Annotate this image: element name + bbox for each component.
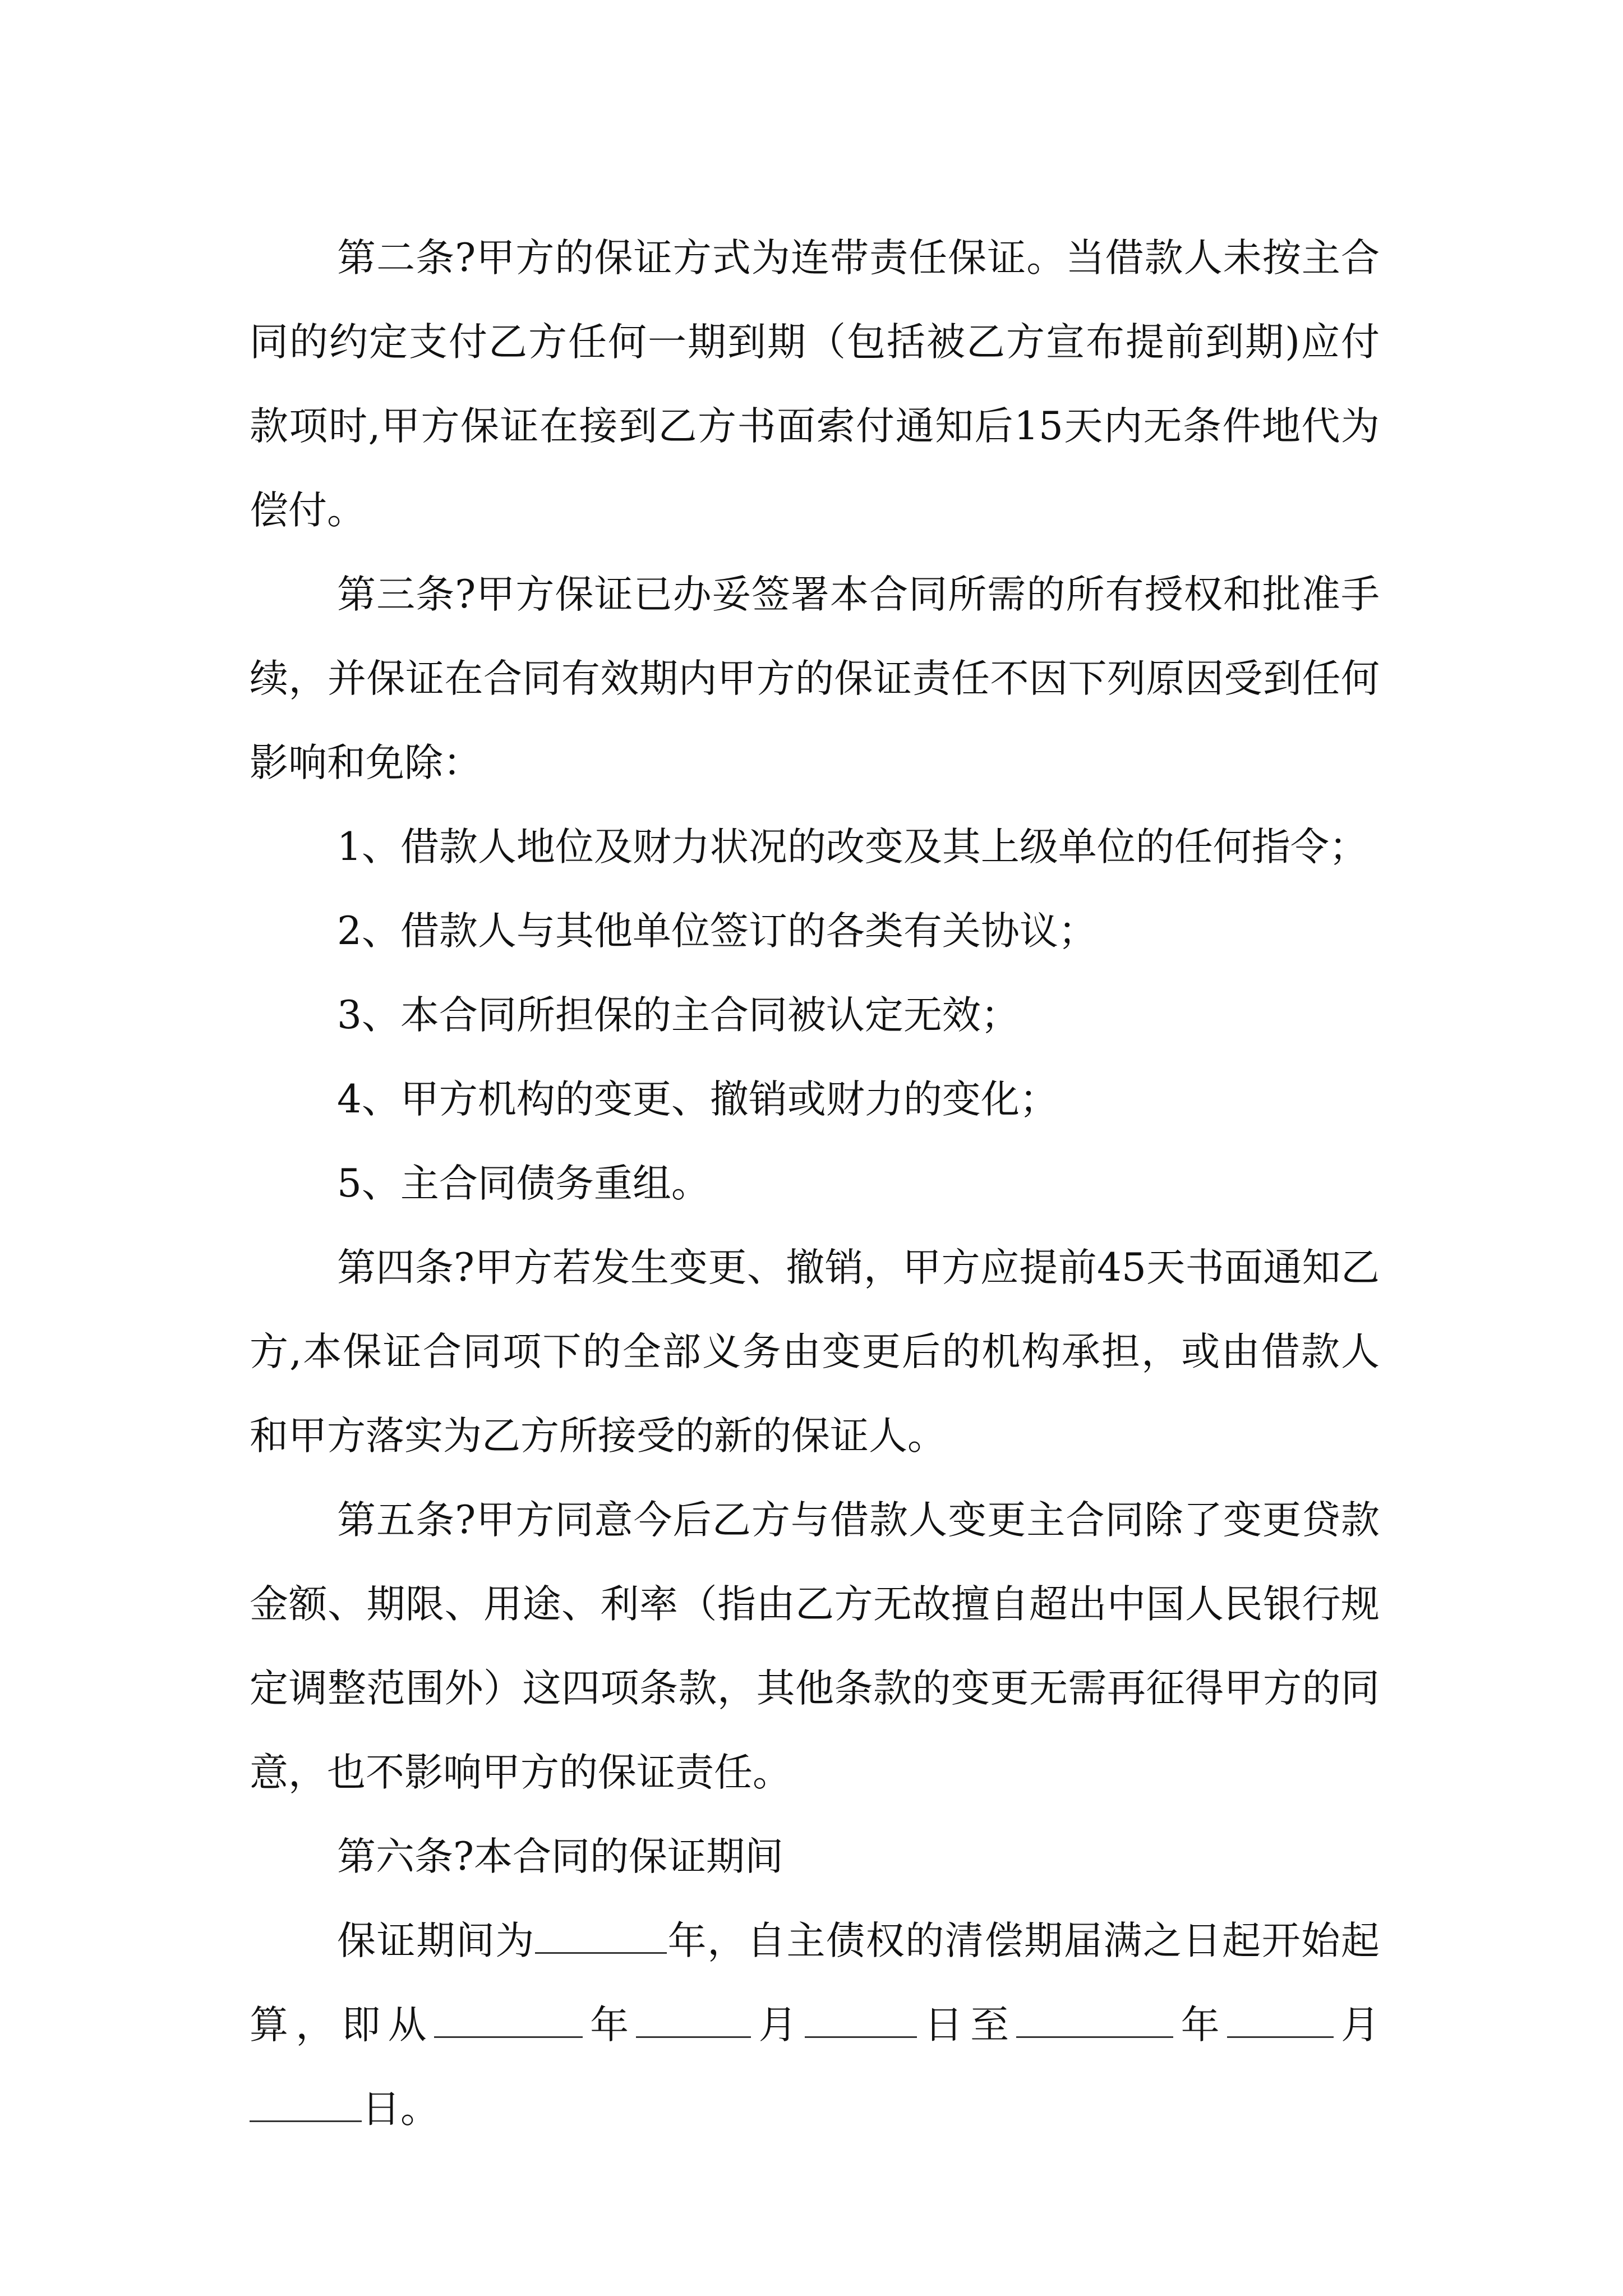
article-5-paragraph: 第五条?甲方同意今后乙方与借款人变更主合同除了变更贷款金额、期限、用途、利率（指由乙方无故擅自超出中国人民银行规定调整范围外）这四项条款，其他条款的变更无需再征得甲方的同意，也不影响甲方的保证责任。 bbox=[250, 1498, 1380, 1795]
guarantee-period-paragraph bbox=[250, 1899, 1380, 2151]
period-text-2: 年，自主债权的清偿期届满之日起开始起算，即从 bbox=[250, 1918, 1380, 2047]
period-text-3: 年 bbox=[582, 2003, 637, 2047]
article-2-paragraph: 第二条?甲方的保证方式为连带责任保证。当借款人未按主合同的约定支付乙方任何一期到期（包括被乙方宣布提前到期)应付款项时,甲方保证在接到乙方书面索付通知后15天内无条件地代为偿付。 bbox=[250, 236, 1380, 533]
years-blank[interactable] bbox=[535, 1917, 667, 1954]
start-month-blank[interactable] bbox=[636, 2001, 751, 2038]
document-body bbox=[250, 216, 1380, 2151]
end-day-blank[interactable] bbox=[250, 2086, 362, 2122]
article-3-paragraph: 第三条?甲方保证已办妥签署本合同所需的所有授权和批准手续，并保证在合同有效期内甲方的保证责任不因下列原因受到任何影响和免除： bbox=[250, 572, 1380, 785]
article-6-heading: 第六条?本合同的保证期间 bbox=[337, 1834, 783, 1879]
start-year-blank[interactable] bbox=[434, 2001, 583, 2038]
period-text-6: 年 bbox=[1173, 2003, 1227, 2047]
period-text-5: 日至 bbox=[916, 2003, 1017, 2047]
start-day-blank[interactable] bbox=[805, 2001, 917, 2038]
list-item-5: 5、主合同债务重组。 bbox=[337, 1161, 710, 1206]
period-text-1: 保证期间为 bbox=[337, 1918, 536, 1963]
end-year-blank[interactable] bbox=[1016, 2001, 1173, 2038]
period-text-8: 日。 bbox=[362, 2087, 439, 2132]
list-item-3: 3、本合同所担保的主合同被认定无效； bbox=[337, 993, 1020, 1038]
period-text-4: 月 bbox=[751, 2003, 805, 2047]
list-item-4: 4、甲方机构的变更、撤销或财力的变化； bbox=[337, 1077, 1058, 1122]
article-4-paragraph: 第四条?甲方若发生变更、撤销，甲方应提前45天书面通知乙方,本保证合同项下的全部义务由变更后的机构承担，或由借款人和甲方落实为乙方所接受的新的保证人。 bbox=[250, 1245, 1380, 1458]
period-text-7: 月 bbox=[1333, 2003, 1380, 2047]
list-item-1: 1、借款人地位及财力状况的改变及其上级单位的任何指令； bbox=[337, 825, 1368, 869]
list-item-2: 2、借款人与其他单位签订的各类有关协议； bbox=[337, 909, 1097, 954]
end-month-blank[interactable] bbox=[1227, 2001, 1334, 2038]
